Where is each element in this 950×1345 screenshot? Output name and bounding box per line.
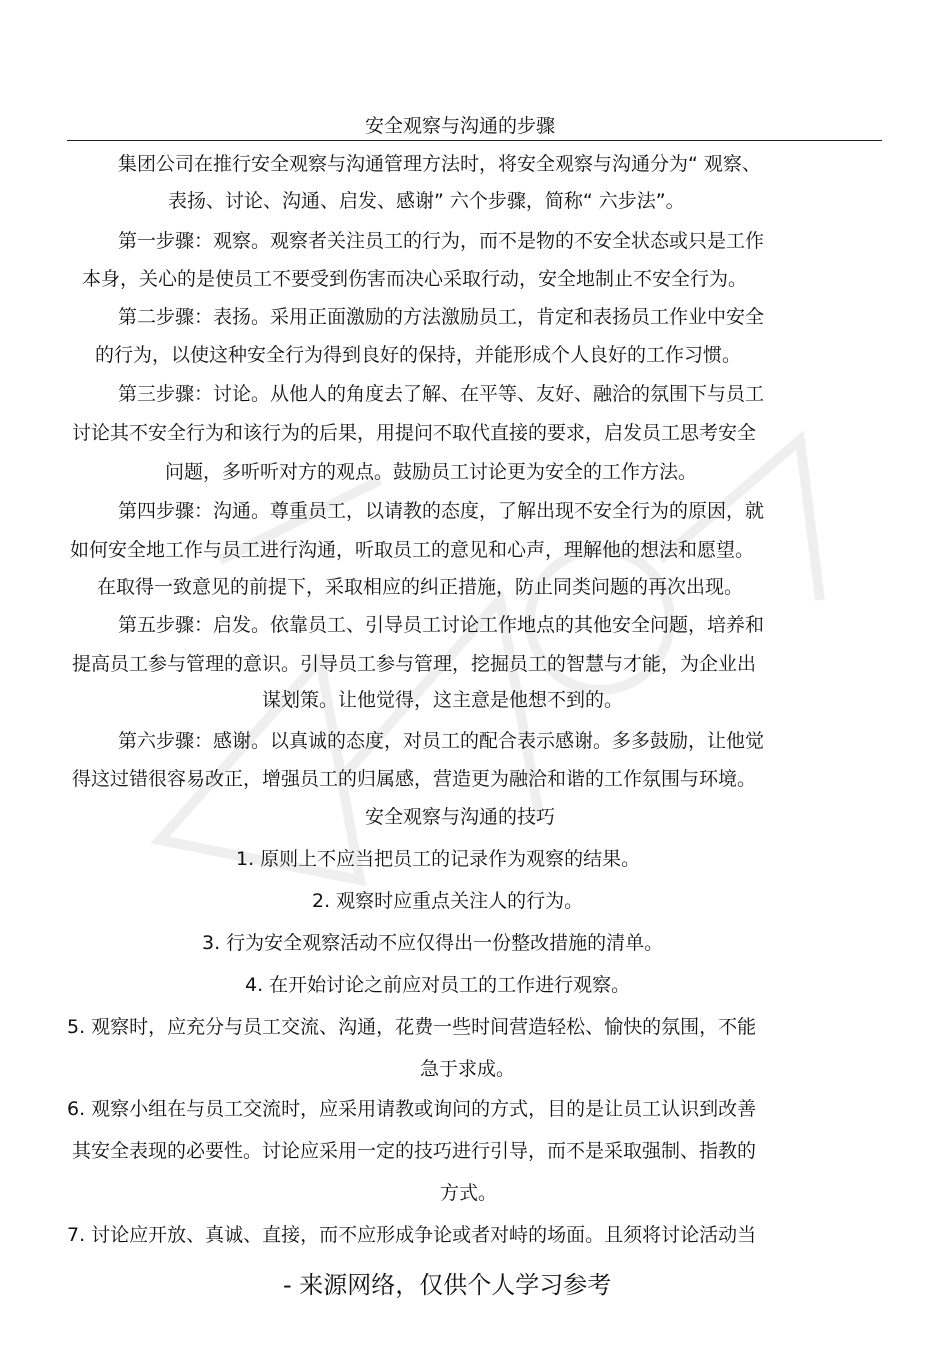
step-line: 本身，关心的是使员工不要受到伤害而决心采取行动，安全地制止不安全行为。 — [82, 268, 748, 290]
section-title: 安全观察与沟通的技巧 — [365, 806, 556, 828]
step-line: 提高员工参与管理的意识。引导员工参与管理，挖掘员工的智慧与才能，为企业出 — [72, 653, 757, 675]
step-line: 问题，多听听对方的观点。鼓励员工讨论更为安全的工作方法。 — [165, 461, 698, 483]
step-line: 得这过错很容易改正，增强员工的归属感，营造更为融洽和谐的工作氛围与环境。 — [72, 768, 757, 790]
step-line: 如何安全地工作与员工进行沟通，听取员工的意见和心声，理解他的想法和愿望。 — [70, 539, 755, 561]
tip-line: 方式。 — [440, 1182, 498, 1204]
step-line: 的行为，以使这种安全行为得到良好的保持，并能形成个人良好的工作习惯。 — [95, 344, 742, 366]
step-line: 第二步骤：表扬。采用正面激励的方法激励员工，肯定和表扬员工作业中安全 — [118, 306, 765, 328]
tip-line: 5. 观察时，应充分与员工交流、沟通，花费一些时间营造轻松、愉快的氛围，不能 — [67, 1016, 757, 1038]
tip-line: 7. 讨论应开放、真诚、直接，而不应形成争论或者对峙的场面。且须将讨论活动当 — [67, 1224, 757, 1246]
step-line: 谋划策。让他觉得，这主意是他想不到的。 — [262, 689, 624, 711]
tip-line: 急于求成。 — [420, 1058, 516, 1080]
step-line: 第五步骤：启发。依靠员工、引导员工讨论工作地点的其他安全问题，培养和 — [118, 614, 765, 636]
step-line: 第六步骤：感谢。以真诚的态度，对员工的配合表示感谢。多多鼓励，让他觉 — [118, 730, 765, 752]
step-line: 第三步骤：讨论。从他人的角度去了解、在平等、友好、融洽的氛围下与员工 — [118, 383, 765, 405]
tip-line: 2. 观察时应重点关注人的行为。 — [312, 890, 584, 912]
title-rule — [67, 140, 882, 141]
document-title: 安全观察与沟通的步骤 — [365, 115, 556, 137]
tip-line: 4. 在开始讨论之前应对员工的工作进行观察。 — [245, 974, 631, 996]
tip-line: 6. 观察小组在与员工交流时，应采用请教或询问的方式，目的是让员工认识到改善 — [67, 1098, 757, 1120]
step-line: 讨论其不安全行为和该行为的后果，用提问不取代直接的要求，启发员工思考安全 — [72, 422, 757, 444]
intro-line-2: 表扬、讨论、沟通、启发、感谢” 六个步骤，简称“ 六步法”。 — [168, 190, 685, 212]
intro-line-1: 集团公司在推行安全观察与沟通管理方法时，将安全观察与沟通分为“ 观察、 — [118, 153, 761, 175]
footer-note: - 来源网络，仅供个人学习参考 — [283, 1271, 612, 1299]
tip-line: 3. 行为安全观察活动不应仅得出一份整改措施的清单。 — [202, 932, 664, 954]
step-line: 第四步骤：沟通。尊重员工，以请教的态度，了解出现不安全行为的原因，就 — [118, 500, 765, 522]
tip-line: 其安全表现的必要性。讨论应采用一定的技巧进行引导，而不是采取强制、指教的 — [72, 1140, 757, 1162]
tip-line: 1. 原则上不应当把员工的记录作为观察的结果。 — [236, 848, 641, 870]
step-line: 第一步骤：观察。观察者关注员工的行为，而不是物的不安全状态或只是工作 — [118, 230, 765, 252]
step-line: 在取得一致意见的前提下，采取相应的纠正措施，防止同类问题的再次出现。 — [97, 576, 744, 598]
